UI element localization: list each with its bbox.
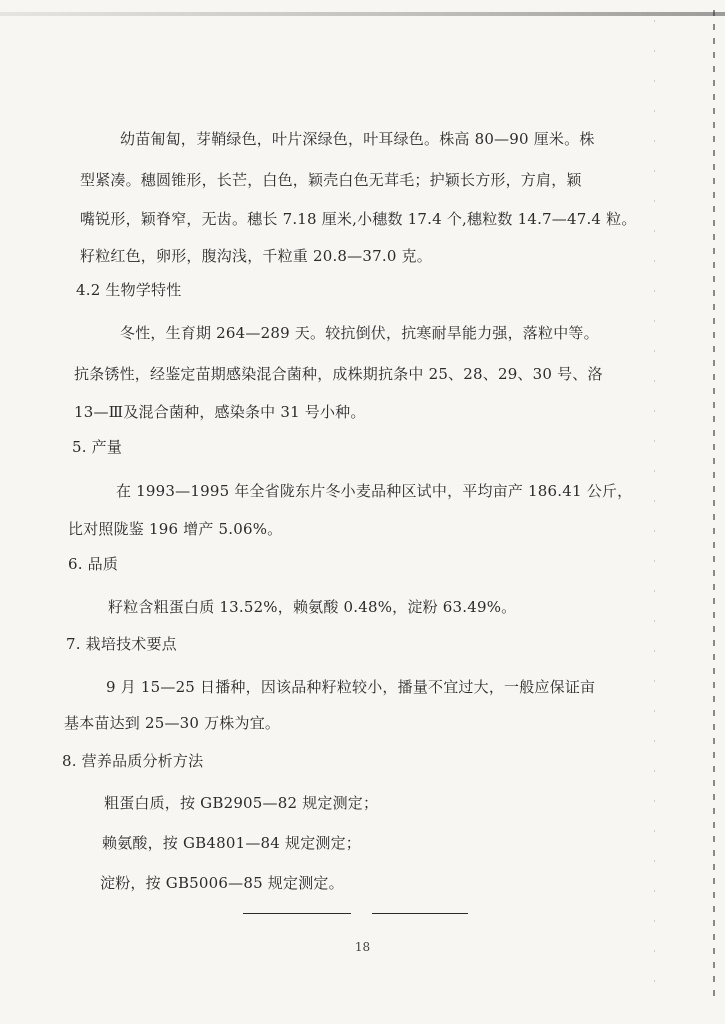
section5-line-1: 在 1993—1995 年全省陇东片冬小麦品种区试中，平均亩产 186.41 公斤， bbox=[116, 482, 633, 500]
section6-heading: 6. 品质 bbox=[68, 555, 119, 573]
section8-line-3: 淀粉，按 GB5006—85 规定测定。 bbox=[100, 874, 344, 892]
section4-2-line-3: 13—Ⅲ及混合菌种，感染条中 31 号小种。 bbox=[74, 403, 366, 421]
page-number: 18 bbox=[354, 940, 371, 954]
section8-line-2: 赖氨酸，按 GB4801—84 规定测定； bbox=[102, 834, 362, 852]
section4-2-line-2: 抗条锈性，经鉴定苗期感染混合菌种，成株期抗条中 25、28、29、30 号、洛 bbox=[74, 365, 603, 383]
section4-1-line-3: 嘴锐形，颖脊窄，无齿。穗长 7.18 厘米,小穗数 17.4 个,穗粒数 14.7—47.4 粒。 bbox=[80, 210, 637, 228]
section4-1-line-4: 籽粒红色，卵形，腹沟浅，千粒重 20.8—37.0 克。 bbox=[80, 247, 432, 265]
section7-line-1: 9 月 15—25 日播种，因该品种籽粒较小，播量不宜过大，一般应保证亩 bbox=[106, 678, 596, 696]
section7-line-2: 基本苗达到 25—30 万株为宜。 bbox=[64, 714, 281, 732]
section4-2-line-1: 冬性，生育期 264—289 天。较抗倒伏，抗寒耐旱能力强，落粒中等。 bbox=[120, 324, 599, 342]
section7-heading: 7. 栽培技术要点 bbox=[66, 635, 177, 653]
section6-line-1: 籽粒含粗蛋白质 13.52%，赖氨酸 0.48%，淀粉 63.49%。 bbox=[108, 598, 517, 616]
section4-1-line-2: 型紧凑。穗圆锥形，长芒，白色，颖壳白色无茸毛；护颖长方形，方肩，颖 bbox=[80, 171, 582, 189]
section8-heading: 8. 营养品质分析方法 bbox=[62, 752, 204, 770]
section5-line-2: 比对照陇鉴 196 增产 5.06%。 bbox=[68, 520, 283, 538]
section4-1-line-1: 幼苗匍匐，芽鞘绿色，叶片深绿色，叶耳绿色。株高 80—90 厘米。株 bbox=[120, 130, 595, 148]
footer-rule-left bbox=[243, 913, 351, 914]
section5-heading: 5. 产量 bbox=[72, 438, 123, 456]
section8-line-1: 粗蛋白质，按 GB2905—82 规定测定； bbox=[104, 794, 379, 812]
footer-rule-right bbox=[372, 913, 468, 914]
section4-2-heading: 4.2 生物学特性 bbox=[76, 281, 182, 299]
